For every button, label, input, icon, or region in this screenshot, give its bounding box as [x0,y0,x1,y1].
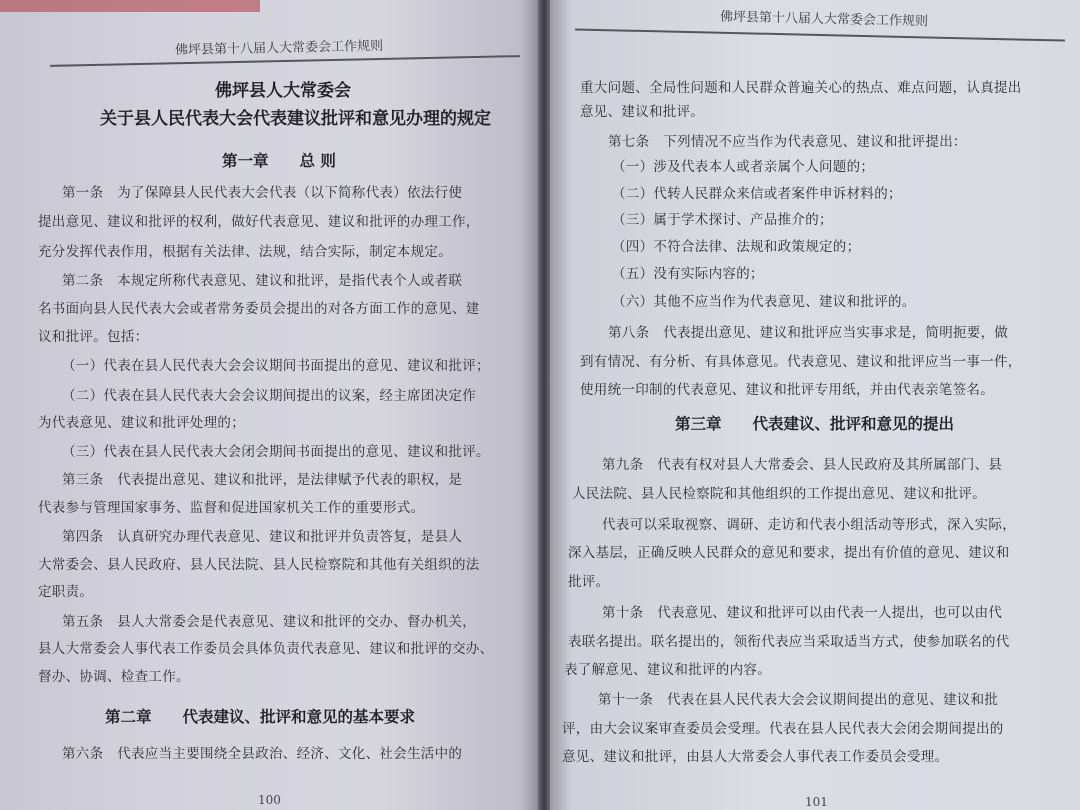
document-title-line1: 佛坪县人大常委会 [215,81,351,101]
text-line: 议和批评。包括： [38,329,149,345]
right-page [550,0,1080,810]
text-line: 大常委会、县人民政府、县人民法院、县人民检察院和其他有关组织的法 [38,557,480,573]
text-line: 第四条 认真研究办理代表意见、建议和批评并负责答复，是县人 [62,529,463,545]
text-line: （三）代表在县人民代表大会闭会期间书面提出的意见、建议和批评。 [62,444,490,460]
text-line: 定职责。 [38,584,94,600]
text-line: （一）涉及代表本人或者亲属个人问题的； [612,159,875,175]
running-header-right: 佛坪县第十八届人大常委会工作规则 [719,9,929,30]
text-line: 使用统一印制的代表意见、建议和批评专用纸，并由代表亲笔签名。 [580,382,994,398]
text-line: 充分发挥代表作用，根据有关法律、法规，结合实际，制定本规定。 [38,244,452,260]
chapter-1-heading: 第一章 总 则 [222,151,336,170]
text-line: 第十一条 代表在县人民代表大会会议期间提出的意见、建议和批 [598,692,999,708]
text-line: 督办、协调、检查工作。 [38,669,190,685]
text-line: 深入基层，正确反映人民群众的意见和要求，提出有价值的意见、建议和 [568,545,1010,561]
text-line: 第十条 代表意见、建议和批评可以由代表一人提出，也可以由代 [602,605,1003,621]
header-rule-right [575,28,1065,41]
text-line: （五）没有实际内容的； [612,266,764,282]
text-line: 第九条 代表有权对县人大常委会、县人民政府及其所属部门、县 [602,457,1003,473]
text-line: （六）其他不应当作为代表意见、建议和批评的。 [612,294,916,310]
text-line: 意见、建议和批评，由县人大常委会人事代表工作委员会受理。 [562,749,949,765]
chapter-3-heading: 第三章 代表建议、批评和意见的提出 [675,414,955,433]
text-line: 表了解意见、建议和批评的内容。 [564,662,771,678]
text-line: （二）代表在县人民代表大会会议期间提出的议案，经主席团决定作 [62,388,476,404]
document-title-line2: 关于县人民代表大会代表建议批评和意见办理的规定 [100,109,491,129]
text-line: 重大问题、全局性问题和人民群众普遍关心的热点、难点问题，认真提出 [580,80,1022,96]
text-line: 评，由大会议案审查委员会受理。代表在县人民代表大会闭会期间提出的 [562,721,1004,737]
red-edge-mark [0,0,260,12]
text-line: 第三条 代表提出意见、建议和批评，是法律赋予代表的职权，是 [62,472,463,488]
text-line: 第五条 县人大常委会是代表意见、建议和批评的交办、督办机关， [62,614,476,630]
text-line: （四）不符合法律、法规和政策规定的； [612,239,861,255]
running-header-left: 佛坪县第十八届人大常委会工作规则 [174,38,384,59]
text-line: 第七条 下列情况不应当作为代表意见、建议和批评提出： [608,134,967,150]
left-last-line: 第六条 代表应当主要围绕全县政治、经济、文化、社会生活中的 [62,746,463,762]
page-number-left: 100 [258,793,281,807]
chapter-2-heading: 第二章 代表建议、批评和意见的基本要求 [105,707,416,726]
text-line: 到有情况、有分析、有具体意见。代表意见、建议和批评应当一事一件， [580,354,1022,370]
text-line: 代表参与管理国家事务、监督和促进国家机关工作的重要形式。 [38,500,425,516]
text-line: 意见、建议和批评。 [580,104,705,120]
text-line: 代表可以采取视察、调研、走访和代表小组活动等形式，深入实际， [602,517,1016,533]
text-line: 提出意见、建议和批评的权利，做好代表意见、建议和批评的办理工作， [38,214,480,230]
header-rule-left [50,55,520,67]
text-line: （一）代表在县人民代表大会会议期间书面提出的意见、建议和批评； [62,358,490,374]
text-line: 为代表意见、建议和批评处理的； [38,415,245,431]
text-line: 县人大常委会人事代表工作委员会具体负责代表意见、建议和批评的交办、 [38,641,494,657]
text-line: （三）属于学术探讨、产品推介的； [612,212,833,228]
book-gutter [538,0,550,810]
text-line: 批评。 [568,574,610,590]
text-line: 第八条 代表提出意见、建议和批评应当实事求是，简明扼要，做 [608,325,1009,341]
page-number-right: 101 [805,795,828,809]
text-line: 第二条 本规定所称代表意见、建议和批评，是指代表个人或者联 [62,273,463,289]
text-line: 名书面向县人民代表大会或者常务委员会提出的对各方面工作的意见、建 [38,301,480,317]
text-line: （二）代转人民群众来信或者案件申诉材料的； [612,186,902,202]
text-line: 第一条 为了保障县人民代表大会代表（以下简称代表）依法行使 [62,185,463,201]
text-line: 表联名提出。联名提出的，领衔代表应当采取适当方式，使参加联名的代 [568,634,1010,650]
left-page [0,0,538,810]
text-line: 人民法院、县人民检察院和其他组织的工作提出意见、建议和批评。 [572,486,986,502]
